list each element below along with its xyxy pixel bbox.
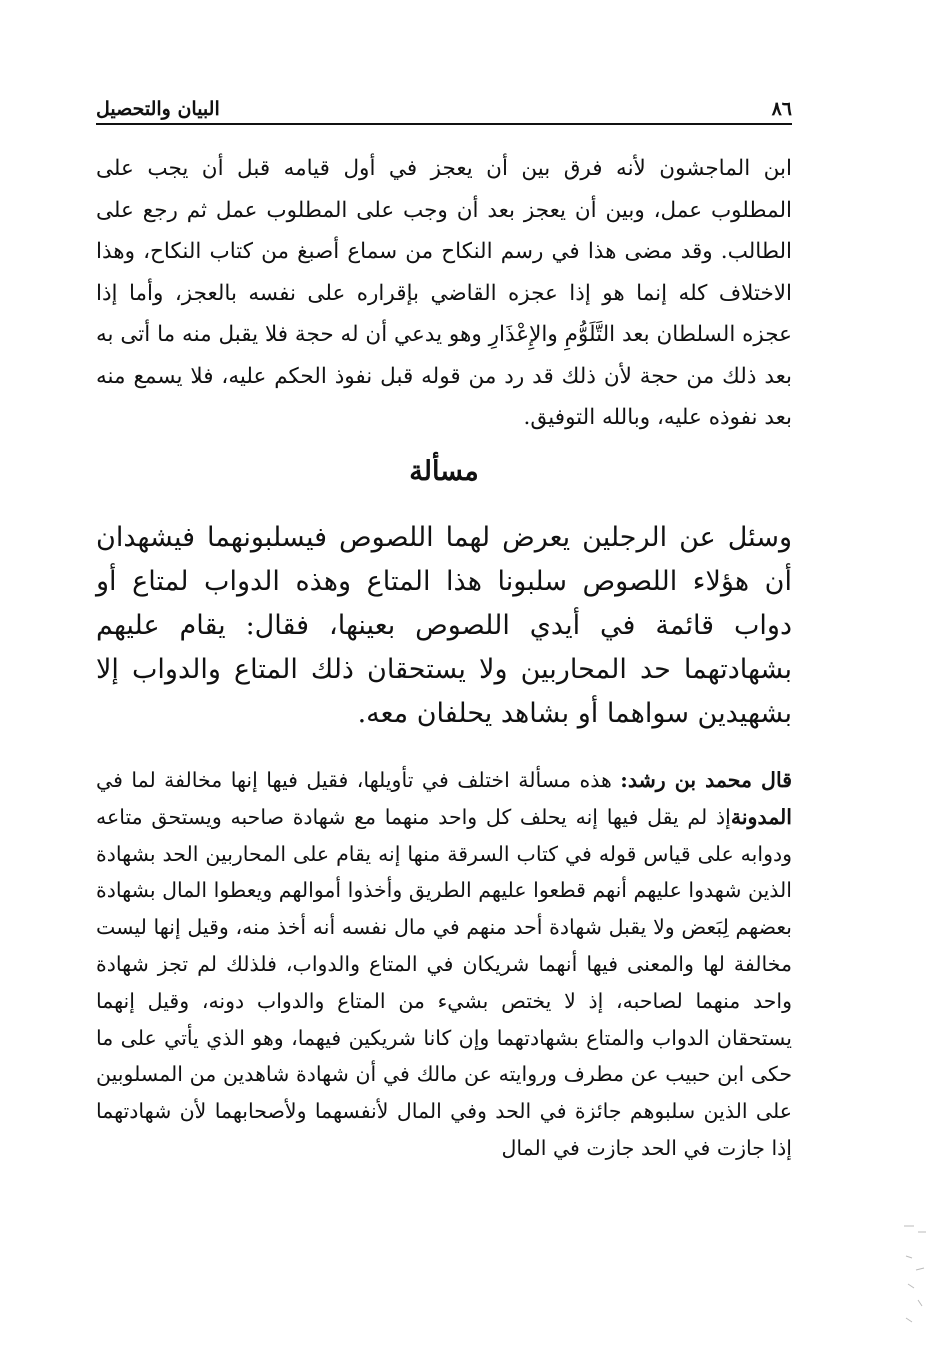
commentary-paragraph [96,762,792,1167]
reference-mudawwana: المدونة [730,804,792,829]
running-header [96,86,792,122]
commentary-text-1: هذه مسألة اختلف في تأويلها، فقيل فيها إنها مخالفة لما في [96,768,621,792]
scan-edge-marks [900,1222,930,1332]
page-number: ٨٦ [771,98,792,120]
commentator-name: قال محمد بن رشد: [620,768,792,792]
question-paragraph: وسئل عن الرجلين يعرض لهما اللصوص فيسلبونهما فيشهدان أن هؤلاء اللصوص سلبونا هذا المتاع وهذه الدواب لمتاع أو دواب قائمة في أيدي اللصوص بعينها، فقال: يقام عليهم بشهادتهما حد المحاربين ولا يستحقان ذلك المتاع والدواب إلا بشهيدين سواهما أو بشاهد يحلفان معه. [96,522,792,729]
header-rule [96,123,792,125]
continuation-paragraph: ابن الماجشون لأنه فرق بين أن يعجز في أول قيامه قبل أن يجب على المطلوب عمل، وبين أن يعجز بعد أن وجب على المطلوب عمل ثم رجع على الطالب. وقد مضى هذا في رسم النكاح من سماع أصبغ من كتاب النكاح، وهذا الاختلاف كله إنما هو إذا عجزه القاضي بإقراره على نفسه بالعجز، وأما إذا عجزه السلطان بعد التَّلَوُّمِ والإِعْذَارِ وهو يدعي أن له حجة فلا يقبل منه ما أتى به بعد ذلك من حجة لأن ذلك قد رد من قوله قبل نفوذ الحكم عليه، فلا يسمع منه بعد نفوذه عليه، وبالله التوفيق. [96,156,792,430]
book-title: البيان والتحصيل [96,98,220,120]
commentary-text-2: إذ لم يقل فيها إنه يحلف كل واحد منهما مع شهادة صاحبه ويستحق متاعه ودوابه على قياس قوله في كتاب السرقة منها إنه يقام على المحاربين الحد بشهادة الذين شهدوا عليهم أنهم قطعوا عليهم الطريق وأخذوا أموالهم ويعطوا المال بشهادة بعضهم لِبَعض ولا يقبل شهادة أحد منهم في مال نفسه أنه أخذ منه، وقيل إنها ليست مخالفة لها والمعنى فيها أنهما شريكان في المتاع والدواب، فلذلك لم تجز شهادة واحد منهما لصاحبه، إذ لا يختص بشيء من المتاع والدواب دونه، وقيل إنهما يستحقان الدواب والمتاع بشهادتهما وإن كانا شريكين فيهما، وهو الذي يأتي على ما حكى ابن حبيب عن مطرف وروايته عن مالك في أن شهادة شاهدين من المسلوبين على الذين سلبوهم جائزة في الحد وفي المال لأنفسهما ولأصحابهما لأن شهادتهما إذا جازت في الحد جازت في المال [96,804,792,1160]
section-title: مسألة [409,456,479,487]
